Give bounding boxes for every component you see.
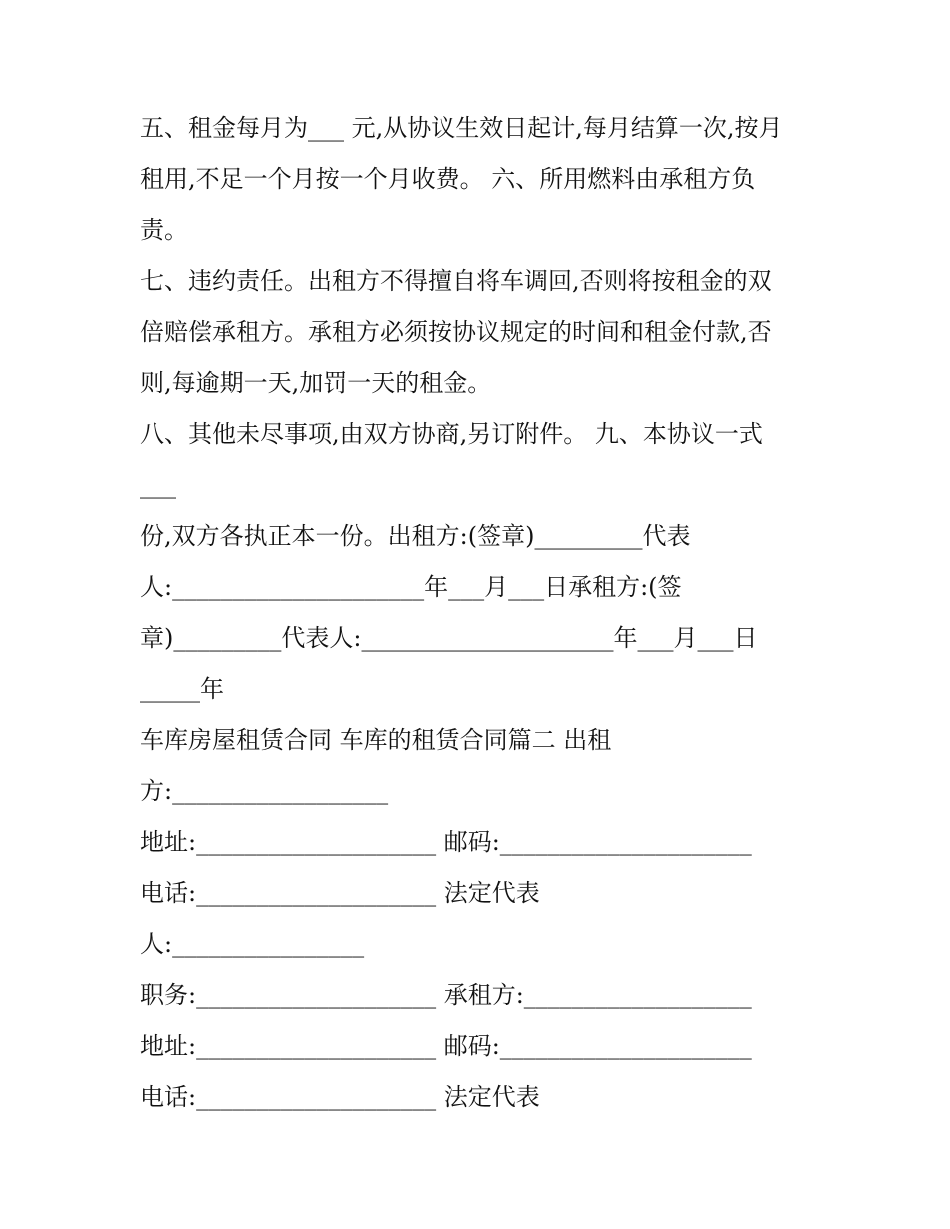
text-line: 五、租金每月为___ 元,从协议生效日起计,每月结算一次,按月 <box>140 114 783 142</box>
section-heading: 车库房屋租赁合同 车库的租赁合同篇二 出租 <box>140 726 612 754</box>
text-line: 电话:____________________ 法定代表 <box>140 879 540 907</box>
text-line: 职务:____________________ 承租方:___________________ <box>140 981 752 1009</box>
text-line: 地址:____________________ 邮码:_____________________ <box>140 828 752 856</box>
document-body <box>140 103 820 1123</box>
text-line: 章)_________代表人:_____________________年___月___日 <box>140 624 758 652</box>
text-line: 倍赔偿承租方。承租方必须按协议规定的时间和租金付款,否 <box>140 318 772 346</box>
text-line: 租用,不足一个月按一个月收费。 六、所用燃料由承租方负 <box>140 165 756 193</box>
text-line: 则,每逾期一天,加罚一天的租金。 <box>140 369 492 397</box>
text-line: 地址:____________________ 邮码:_____________________ <box>140 1032 752 1060</box>
text-line: ___ <box>140 471 176 499</box>
text-line: 份,双方各执正本一份。出租方:(签章)_________代表 <box>140 522 691 550</box>
text-line: 责。 <box>140 216 188 244</box>
text-line: 人:________________ <box>140 930 365 958</box>
text-line: 八、其他未尽事项,由双方协商,另订附件。 九、本协议一式 <box>140 420 763 448</box>
text-line: 电话:____________________ 法定代表 <box>140 1083 540 1111</box>
text-line: 方:__________________ <box>140 777 389 805</box>
text-line: 人:_____________________年___月___日承租方:(签 <box>140 573 682 601</box>
text-line: 七、违约责任。出租方不得擅自将车调回,否则将按租金的双 <box>140 267 772 295</box>
text-line: _____年 <box>140 675 224 703</box>
